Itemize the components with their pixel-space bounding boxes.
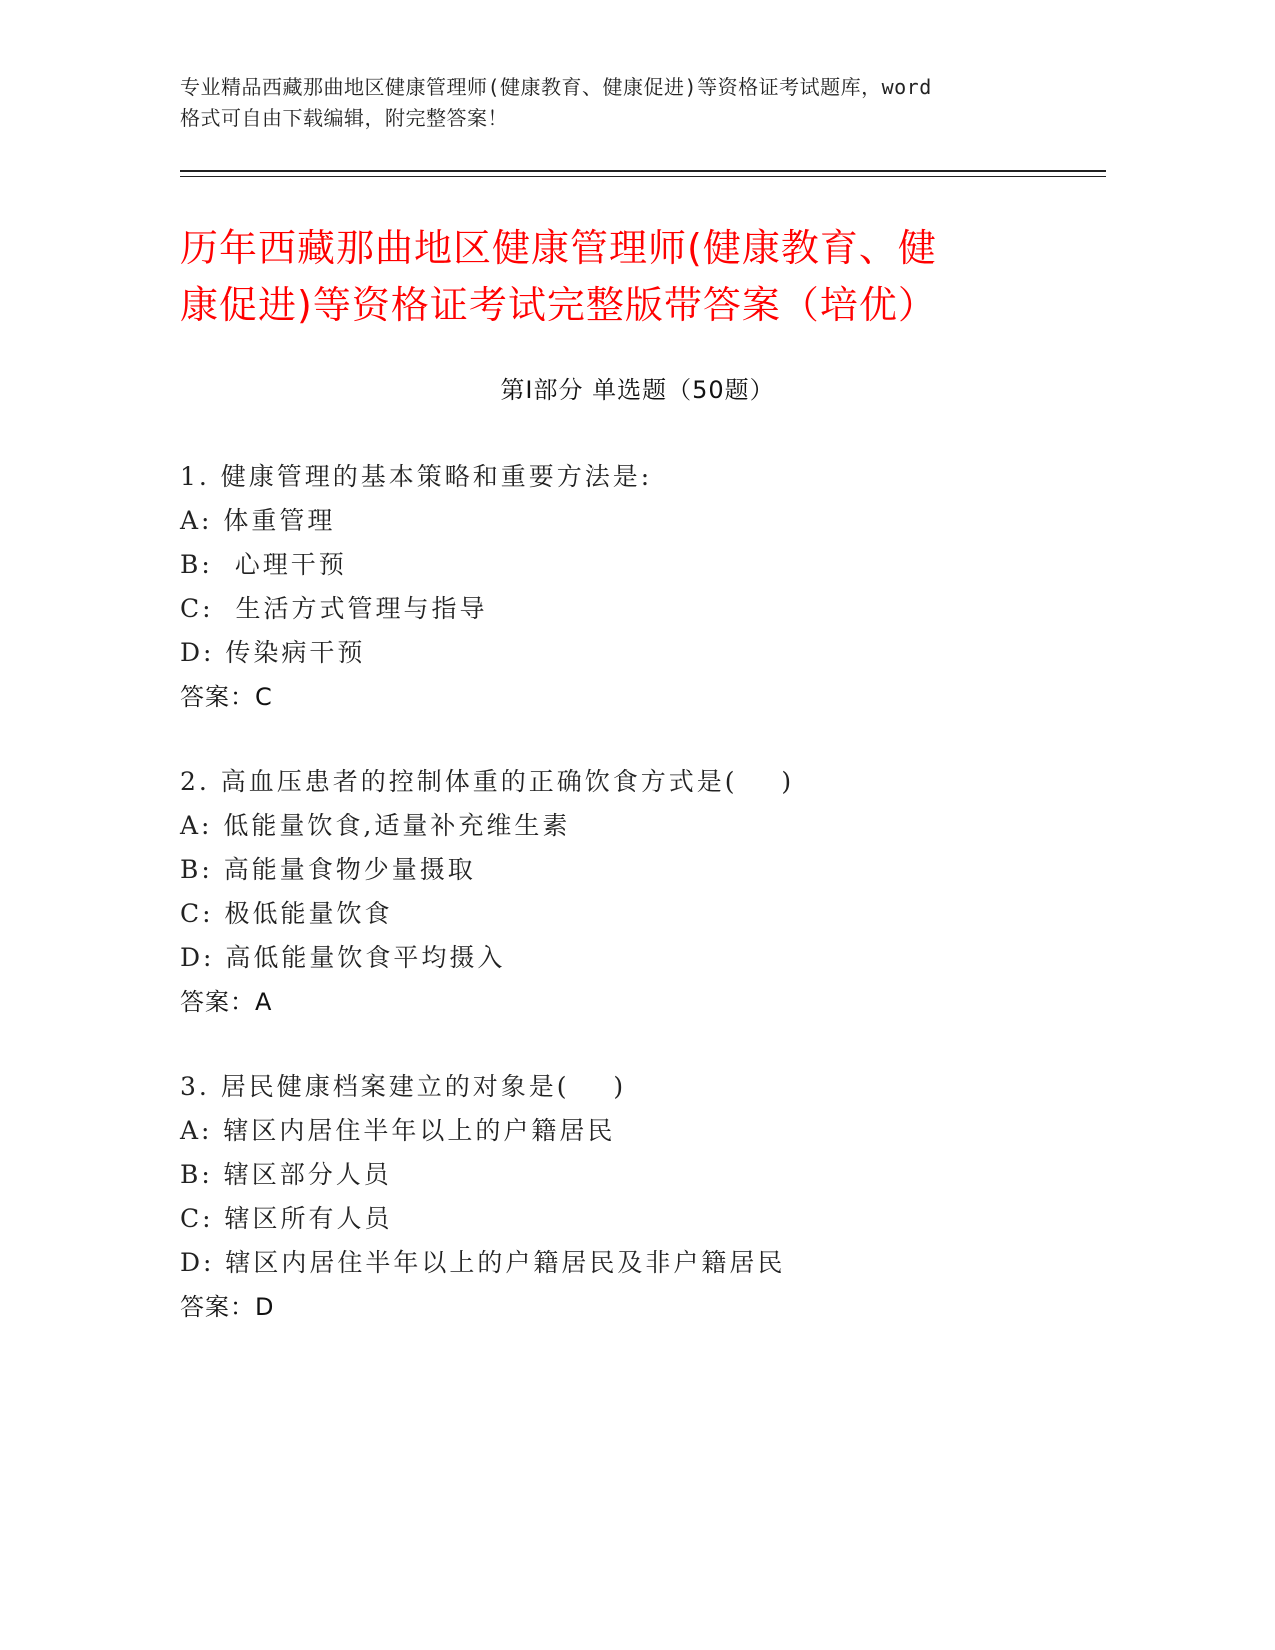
question-2 xyxy=(180,760,1080,1024)
question-stem: 1. 健康管理的基本策略和重要方法是: xyxy=(180,462,653,491)
option-a: A: 体重管理 xyxy=(180,506,336,535)
header-divider-thick xyxy=(180,170,1106,172)
question-stem: 2. 高血压患者的控制体重的正确饮食方式是( ) xyxy=(180,767,795,796)
option-b: B: 高能量食物少量摄取 xyxy=(180,855,476,884)
answer-key: 答案：D xyxy=(180,1293,275,1321)
question-3 xyxy=(180,1065,1080,1329)
document-title-line-1: 历年西藏那曲地区健康管理师(健康教育、健 xyxy=(180,226,937,270)
document-title-line-2: 康促进)等资格证考试完整版带答案（培优） xyxy=(180,283,937,327)
document-title xyxy=(180,220,1080,334)
option-a: A: 低能量饮食,适量补充维生素 xyxy=(180,811,571,840)
option-d: D: 高低能量饮食平均摄入 xyxy=(180,943,506,972)
section-title: 第Ⅰ部分 单选题（50题） xyxy=(500,376,775,404)
option-d: D: 传染病干预 xyxy=(180,638,366,667)
question-1 xyxy=(180,455,1080,719)
option-a: A: 辖区内居住半年以上的户籍居民 xyxy=(180,1116,616,1145)
option-b: B: 辖区部分人员 xyxy=(180,1160,392,1189)
option-b: B: 心理干预 xyxy=(180,550,347,579)
option-c: C: 生活方式管理与指导 xyxy=(180,594,488,623)
header-note-line-2: 格式可自由下载编辑，附完整答案！ xyxy=(180,106,508,130)
option-c: C: 辖区所有人员 xyxy=(180,1204,393,1233)
header-divider-thin xyxy=(180,176,1106,177)
option-c: C: 极低能量饮食 xyxy=(180,899,393,928)
header-note-line-1: 专业精品西藏那曲地区健康管理师(健康教育、健康促进)等资格证考试题库，word xyxy=(180,75,932,99)
answer-key: 答案：C xyxy=(180,683,273,711)
header-note xyxy=(180,72,1060,134)
option-d: D: 辖区内居住半年以上的户籍居民及非户籍居民 xyxy=(180,1248,786,1277)
question-stem: 3. 居民健康档案建立的对象是( ) xyxy=(180,1072,627,1101)
answer-key: 答案：A xyxy=(180,988,273,1016)
